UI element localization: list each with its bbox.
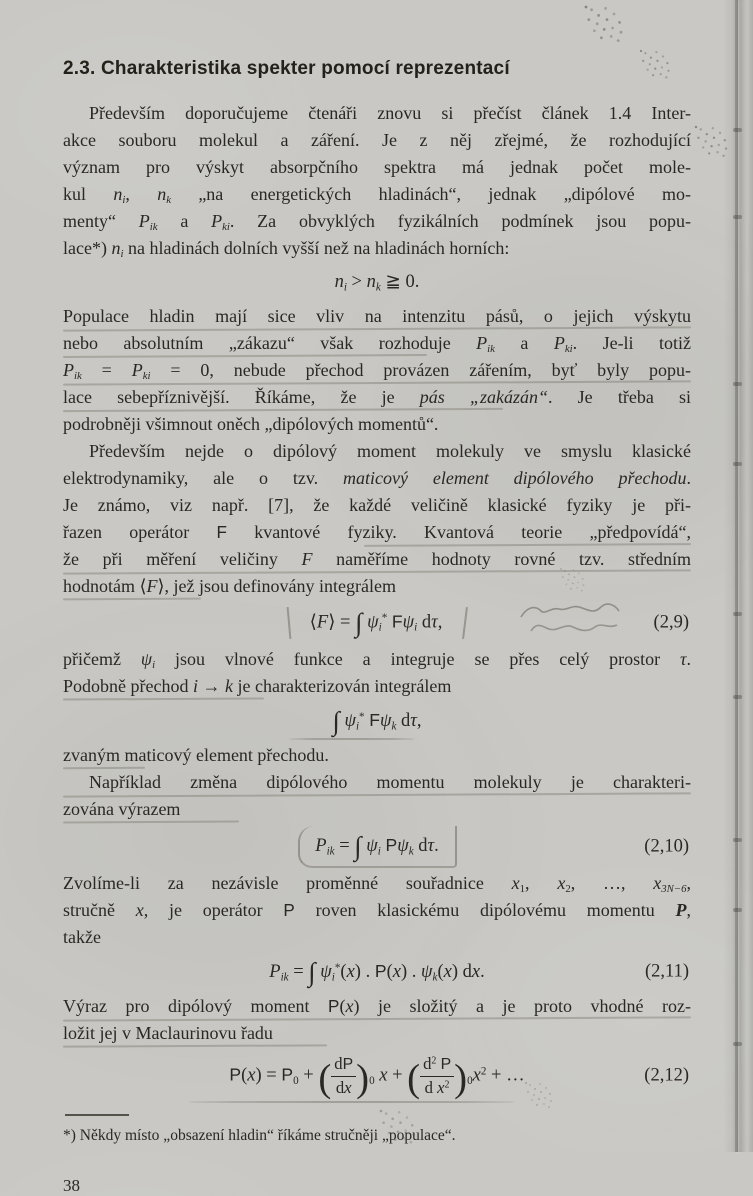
equation: $P_{ik}$ = ∫ $\psi_i^*(x)$ . P(x) . $\psi_k(x)$ dx. bbox=[269, 957, 485, 988]
equation: $P_{ik}$ = ∫ $\psi_i$ $P\psi_k$ dτ. bbox=[301, 830, 453, 863]
equation-number: (2,10) bbox=[644, 836, 689, 856]
equation-row bbox=[63, 830, 691, 863]
pencil-underline bbox=[289, 738, 415, 740]
text-line: ložit jej v Maclaurinovu řadu bbox=[63, 1020, 691, 1047]
text-line: Zvolíme-li za nezávisle proměnné souřadnice $x_1$, $x_2$, …, $x_{3N-6}$, bbox=[63, 873, 692, 896]
equation-number: (2,12) bbox=[644, 1065, 689, 1086]
page-content bbox=[63, 58, 691, 1196]
stitch-mark bbox=[733, 612, 742, 616]
pencil-underline bbox=[63, 697, 264, 700]
text-line: Populace hladin mají sice vliv na intenzitu pásů, o jejich výskytu bbox=[63, 303, 691, 330]
paragraph bbox=[63, 742, 691, 769]
text-line: přičemž $\psi_i$ jsou vlnové funkce a integruje se přes celý prostor τ. bbox=[63, 649, 691, 672]
text-line: Výraz pro dipólový moment P(x) je složitý a je proto vhodné roz- bbox=[63, 993, 691, 1020]
footnote: *) Někdy místo „obsazení hladin“ říkáme stručněji „populace“. bbox=[63, 1126, 456, 1144]
text-blocks bbox=[63, 100, 691, 1098]
text-line: Je známo, viz např. [7], že každé veličině klasické fyziky je při- bbox=[63, 495, 691, 515]
text-line: Především doporučujeme čtenáři znovu si přečíst článek 1.4 Inter- bbox=[89, 103, 691, 123]
stitch-mark bbox=[733, 1042, 742, 1046]
text-line: akce souboru molekul a záření. Je z něj zřejmé, že rozhodující bbox=[63, 130, 691, 150]
text-line: zvaným maticový element přechodu. bbox=[63, 742, 691, 769]
equation: ⟨F⟩ = ∫ $\psi_i^*$ $F\psi_i$ dτ, bbox=[288, 607, 467, 639]
book-binding-edge bbox=[723, 0, 753, 1152]
equation-row bbox=[63, 269, 691, 296]
section-title: 2.3. Charakteristika spekter pomocí reprezentací bbox=[63, 58, 510, 79]
stitch-mark bbox=[733, 215, 742, 219]
paragraph bbox=[63, 870, 691, 951]
text-line: menty“ $P_{ik}$ a $P_{ki}$. Za obvyklých fyzikálních podmínek jsou popu- bbox=[63, 211, 691, 234]
text-line: elektrodynamiky, ale o tzv. maticový element dipólového přechodu. bbox=[63, 468, 691, 488]
text-line: hodnotám ⟨F⟩, jež jsou definovány integrálem bbox=[63, 573, 691, 600]
text-line: zována výrazem bbox=[63, 796, 691, 823]
stitch-mark bbox=[733, 382, 742, 386]
text-line: Podobně přechod i → k je charakterizován integrálem bbox=[63, 673, 691, 700]
text-line: takže bbox=[63, 927, 101, 947]
text-line: řazen operátor F kvantové fyziky. Kvantová teorie „předpovídá“, bbox=[63, 519, 691, 546]
text-line: lace sebepříznivější. Říkáme, že je pás „zakázán“. Je třeba si bbox=[63, 384, 691, 411]
equation-row bbox=[63, 707, 691, 735]
equation-number: (2,9) bbox=[653, 612, 689, 633]
stitch-mark bbox=[733, 908, 742, 912]
text-line: že při měření veličiny F naměříme hodnoty rovné tzv. středním bbox=[63, 546, 691, 573]
paper-speckle bbox=[585, 6, 588, 9]
pencil-underline bbox=[63, 1044, 327, 1047]
text-line: lace*) $n_i$ na hladinách dolních vyšší než na hladinách horních: bbox=[63, 238, 510, 261]
paragraph bbox=[63, 303, 691, 438]
page-number: 38 bbox=[63, 1175, 80, 1195]
text-line: Například změna dipólového momentu molekuly je charakteri- bbox=[63, 769, 691, 796]
equation-row bbox=[63, 1054, 691, 1098]
equation: $n_i > n_k$ ≧ 0. bbox=[334, 272, 420, 294]
text-line: význam pro výskyt absorpčního spektra má jednak počet mole- bbox=[63, 157, 691, 177]
paragraph bbox=[63, 993, 691, 1047]
paragraph bbox=[63, 100, 691, 262]
text-line: $P_{ik} = P_{ki} = 0$, nebude přechod provázen zářením, byť byly popu- bbox=[63, 357, 691, 384]
paper-speckle bbox=[695, 126, 697, 128]
text-line: Především nejde o dipólový moment molekuly ve smyslu klasické bbox=[89, 441, 691, 461]
equation-number: (2,11) bbox=[644, 961, 689, 982]
paper-speckle bbox=[640, 50, 642, 52]
stitch-mark bbox=[733, 695, 742, 699]
text-line: nebo absolutním „zákazu“ však rozhoduje $P_{ik}$ a $P_{ki}$. Je-li totiž bbox=[63, 330, 691, 357]
text-line: kul $n_i$, $n_k$ „na energetických hladinách“, jednak „dipólové mo- bbox=[63, 184, 691, 207]
pencil-underline bbox=[63, 821, 239, 824]
paragraph bbox=[63, 769, 691, 823]
text-line: podrobněji všimnout oněch „dipólových momentů“. bbox=[63, 414, 439, 434]
equation-row bbox=[63, 958, 691, 986]
stitch-mark bbox=[733, 128, 742, 132]
footnote-rule bbox=[65, 1114, 129, 1116]
equation: ∫ $\psi_i^*$ $F\psi_k$ dτ, bbox=[332, 706, 422, 737]
paragraph bbox=[63, 438, 691, 600]
equation-row bbox=[63, 607, 691, 639]
paragraph bbox=[63, 646, 691, 700]
pencil-handwriting-scribble bbox=[517, 599, 637, 643]
text-line: stručně x, je operátor P roven klasickému dipólovému momentu P, bbox=[63, 900, 691, 920]
equation: $P(x) = P_0$ + ( $\frac{dP}{dx}$ )$_0$ x + ( $\frac{d^2 P}{d x^2}$ )$_0x^2$ + … bbox=[229, 1054, 525, 1100]
stitch-mark bbox=[733, 462, 742, 466]
pencil-underline bbox=[63, 598, 201, 601]
stitch-mark bbox=[733, 838, 742, 842]
pencil-underline bbox=[189, 1101, 516, 1103]
